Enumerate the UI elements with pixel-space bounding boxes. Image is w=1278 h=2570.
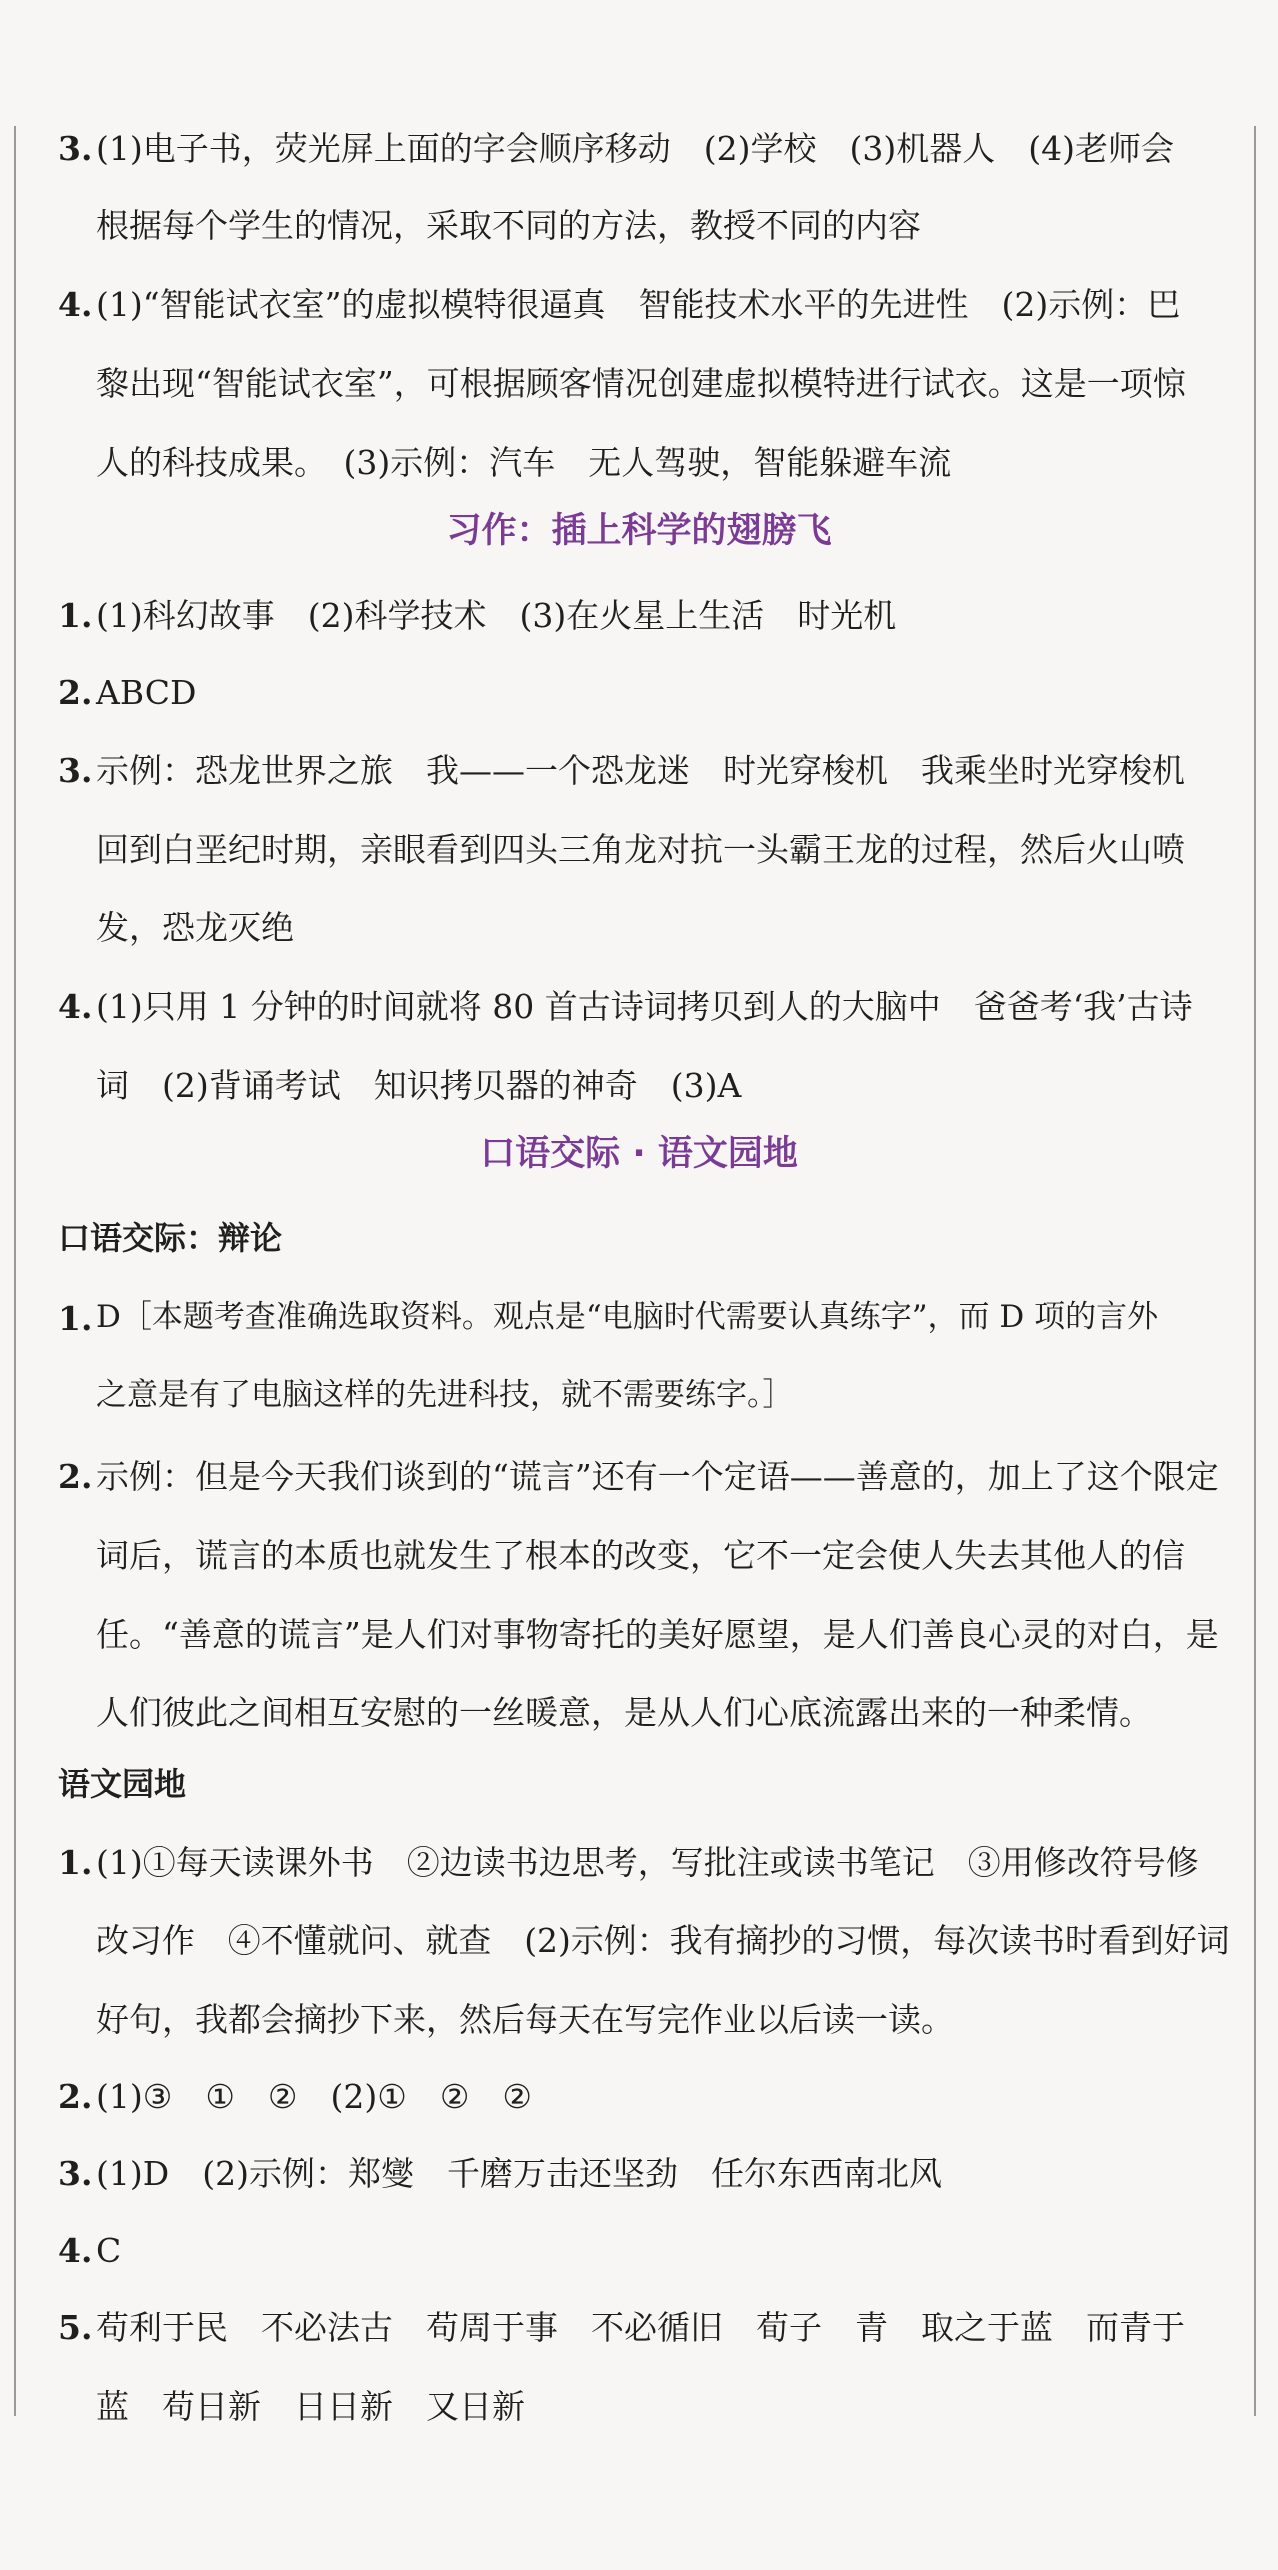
answer-line: (1)电子书，荧光屏上面的字会顺序移动 (2)学校 (3)机器人 (4)老师会 [96, 129, 1174, 168]
item-number: 1. [58, 1843, 93, 1882]
answer-line: 示例：恐龙世界之旅 我——一个恐龙迷 时光穿梭机 我乘坐时光穿梭机 [96, 751, 1185, 790]
answer-line: 回到白垩纪时期，亲眼看到四头三角龙对抗一头霸王龙的过程，然后火山喷 [96, 830, 1185, 869]
section-title: 习作：插上科学的翅膀飞 [446, 511, 832, 551]
answer-line: ABCD [96, 673, 197, 712]
answer-line: (1)“智能试衣室”的虚拟模特很逼真 智能技术水平的先进性 (2)示例：巴 [96, 285, 1181, 324]
answer-line: 蓝 苟日新 日日新 又日新 [96, 2387, 525, 2426]
answer-line: 词后，谎言的本质也就发生了根本的改变，它不一定会使人失去其他人的信 [96, 1536, 1185, 1575]
item-number: 1. [58, 1299, 93, 1338]
answer-line: (1)③ ① ② (2)① ② ② [96, 2077, 532, 2116]
item-number: 2. [58, 2077, 93, 2116]
item-number: 3. [58, 129, 93, 168]
item-number: 3. [58, 751, 93, 790]
answer-line: 改习作 ④不懂就问、就查 (2)示例：我有摘抄的习惯，每次读书时看到好词 [96, 1921, 1230, 1960]
answer-line: 任。“善意的谎言”是人们对事物寄托的美好愿望，是人们善良心灵的对白，是 [96, 1615, 1219, 1654]
answer-line: 之意是有了电脑这样的先进科技，就不需要练字。］ [96, 1377, 794, 1413]
answer-line: 好句，我都会摘抄下来，然后每天在写完作业以后读一读。 [96, 2000, 954, 2039]
answer-line: (1)科幻故事 (2)科学技术 (3)在火星上生活 时光机 [96, 596, 897, 635]
section-title: 口语交际 · 语文园地 [480, 1134, 798, 1174]
answer-line: (1)①每天读课外书 ②边读书边思考，写批注或读书笔记 ③用修改符号修 [96, 1843, 1199, 1882]
answer-line: 苟利于民 不必法古 苟周于事 不必循旧 荀子 青 取之于蓝 而青于 [96, 2308, 1185, 2347]
item-number: 3. [58, 2154, 93, 2193]
item-number: 1. [58, 596, 93, 635]
answer-line: 黎出现“智能试衣室”，可根据顾客情况创建虚拟模特进行试衣。这是一项惊 [96, 364, 1186, 403]
item-number: 2. [58, 1457, 93, 1496]
answer-line: 词 (2)背诵考试 知识拷贝器的神奇 (3)A [96, 1066, 742, 1105]
item-number: 4. [58, 2231, 93, 2270]
item-number: 5. [58, 2308, 93, 2347]
answer-line: D［本题考查准确选取资料。观点是“电脑时代需要认真练字”，而 D 项的言外 [96, 1299, 1159, 1335]
answer-line: 示例：但是今天我们谈到的“谎言”还有一个定语——善意的，加上了这个限定 [96, 1457, 1219, 1496]
answer-line: (1)只用 1 分钟的时间就将 80 首古诗词拷贝到人的大脑中 爸爸考‘我’古诗 [96, 987, 1193, 1026]
answer-line: 人的科技成果。 (3)示例：汽车 无人驾驶，智能躲避车流 [96, 443, 952, 482]
answer-line: 发，恐龙灭绝 [96, 908, 294, 947]
subsection-heading: 口语交际：辩论 [58, 1219, 283, 1257]
left-margin-rule [14, 126, 16, 2416]
answer-line: 人们彼此之间相互安慰的一丝暖意，是从人们心底流露出来的一种柔情。 [96, 1693, 1152, 1732]
item-number: 4. [58, 285, 93, 324]
answer-line: 根据每个学生的情况，采取不同的方法，教授不同的内容 [96, 206, 921, 245]
item-number: 2. [58, 673, 93, 712]
subsection-heading: 语文园地 [58, 1765, 187, 1803]
item-number: 4. [58, 987, 93, 1026]
answer-line: C [96, 2231, 122, 2270]
right-margin-rule [1254, 126, 1256, 2416]
answer-line: (1)D (2)示例：郑燮 千磨万击还坚劲 任尔东西南北风 [96, 2154, 942, 2193]
